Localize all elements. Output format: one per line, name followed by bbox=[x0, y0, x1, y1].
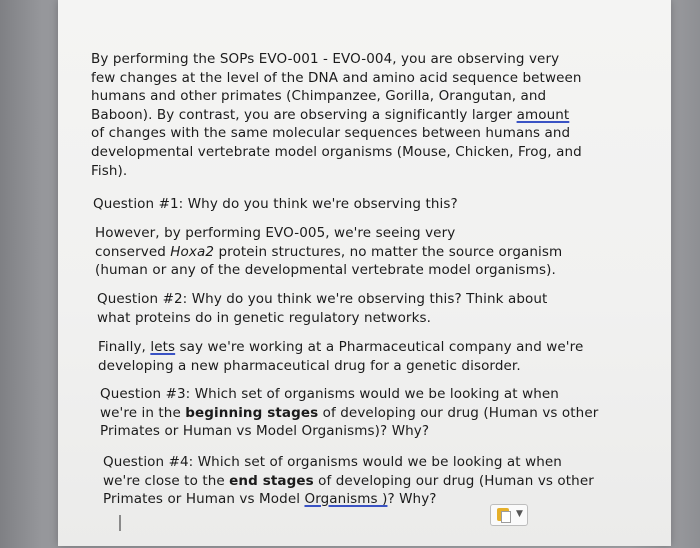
question-4: Question #4: Which set of organisms would we be looking at when we're close to the end stages of developing our drug (Human vs other Primates or Human vs Model Organisms )? Why? bbox=[103, 454, 594, 508]
chevron-down-icon: ▼ bbox=[516, 509, 523, 519]
question-2: Question #2: Why do you think we're observing this? Think about what proteins do in genetic regulatory networks. bbox=[97, 291, 548, 326]
hoxa2-paragraph: However, by performing EVO-005, we're seeing very conserved Hoxa2 protein structures, no matter the source organism (human or any of the developmental vertebrate model organisms). bbox=[95, 225, 563, 279]
spellcheck-word-organisms[interactable]: Organisms ) bbox=[304, 491, 388, 508]
spellcheck-word-amount[interactable]: amount bbox=[516, 106, 570, 123]
question-3: Question #3: Which set of organisms would we be looking at when we're in the beginning stages of developing our drug (Human vs other Primates or Human vs Model Organisms)? Why? bbox=[100, 386, 599, 440]
intro-paragraph: By performing the SOPs EVO-001 - EVO-004, you are observing very few changes at the level of the DNA and amino acid sequence between humans and other primates (Chimpanzee, Gorilla, Orangutan, and Baboon). By contrast, you are observing a significantly larger amount of changes with the same molecular sequences between humans and developmental vertebrate model organisms (Mouse, Chicken, Frog, and Fish). bbox=[91, 51, 582, 179]
question-1: Question #1: Why do you think we're observing this? bbox=[93, 196, 458, 212]
paste-sheet-icon bbox=[501, 511, 511, 523]
paste-options-button[interactable] bbox=[490, 504, 528, 526]
document-page bbox=[58, 0, 671, 546]
pharma-paragraph: Finally, lets say we're working at a Pharmaceutical company and we're developing a new pharmaceutical drug for a genetic disorder. bbox=[98, 339, 584, 374]
spellcheck-word-lets[interactable]: lets bbox=[150, 339, 176, 355]
text-cursor bbox=[119, 515, 121, 531]
